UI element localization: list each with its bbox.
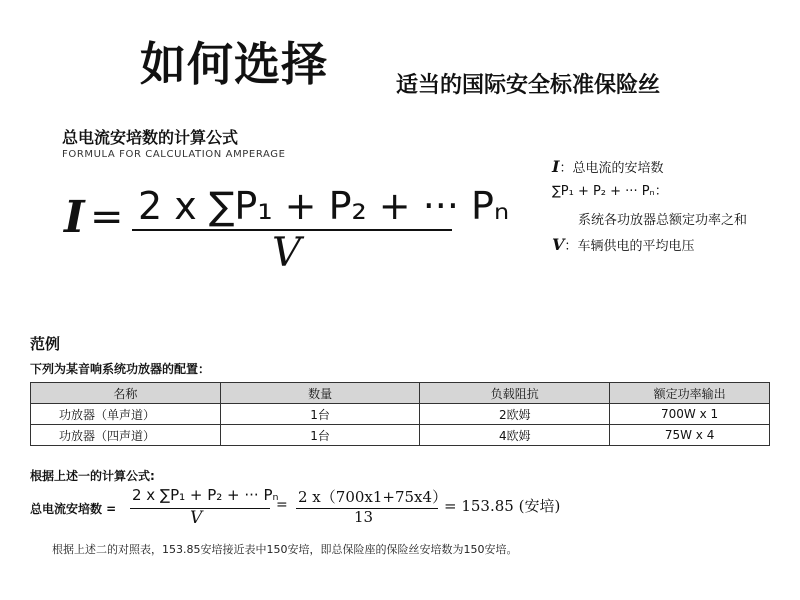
table-header-impedance: 负载阻抗	[420, 383, 610, 404]
table-header-name: 名称	[31, 383, 221, 404]
legend-sum	[552, 180, 668, 199]
calculation-note: 根据上述二的对照表，153.85安培接近表中150安培，即总保险座的保险丝安培数为150安培。	[52, 543, 518, 556]
formula-numerator: 2 x ∑P₁ + P₂ + ··· Pₙ	[138, 184, 510, 228]
table-cell: 4欧姆	[420, 425, 610, 446]
calculation-fraction2-numerator: 2 x（700x1+75x4）	[298, 488, 448, 506]
legend-current-text: 总电流的安培数	[572, 161, 664, 176]
page-subtitle: 适当的国际安全标准保险丝	[396, 73, 661, 98]
table-header-rated-power: 额定功率输出	[610, 383, 770, 404]
table-row	[31, 404, 770, 425]
legend-sum-suffix: ：	[654, 184, 668, 199]
formula-equals: =	[90, 194, 124, 240]
table-cell: 功放器（单声道）	[31, 404, 221, 425]
legend-voltage-text: 车辆供电的平均电压	[577, 239, 695, 254]
calculation-equals: =	[276, 497, 288, 513]
formula-current-symbol: I	[64, 192, 85, 243]
calculation-fraction1-denominator: V	[190, 508, 203, 528]
table-header-quantity: 数量	[220, 383, 420, 404]
formula-heading: 总电流安培数的计算公式	[62, 128, 239, 147]
legend-current-symbol: I	[552, 157, 560, 176]
table-cell: 2欧姆	[420, 404, 610, 425]
legend-sum-symbol: ∑P₁ + P₂ + ··· Pₙ	[552, 184, 655, 199]
calculation-label: 总电流安培数 =	[30, 502, 117, 516]
example-table-caption: 下列为某音响系统功放器的配置：	[30, 362, 211, 376]
calculation-heading: 根据上述一的计算公式:	[30, 469, 155, 483]
calculation-fraction1-numerator: 2 x ∑P₁ + P₂ + ··· Pₙ	[132, 486, 279, 504]
table-cell: 1台	[220, 404, 420, 425]
page-title: 如何选择	[140, 37, 328, 91]
table-row	[31, 425, 770, 446]
table-cell: 1台	[220, 425, 420, 446]
table-cell: 700W x 1	[610, 404, 770, 425]
formula-heading-en: FORMULA FOR CALCULATION AMPERAGE	[62, 149, 286, 160]
amplifier-config-table	[30, 382, 770, 446]
table-cell: 功放器（四声道）	[31, 425, 221, 446]
table-cell: 75W x 4	[610, 425, 770, 446]
formula-denominator: V	[272, 230, 301, 276]
legend-voltage	[552, 235, 694, 254]
example-section-title: 范例	[30, 335, 61, 353]
calculation-result: = 153.85 (安培)	[444, 497, 561, 515]
legend-colon: ：	[559, 161, 573, 176]
calculation-fraction2-denominator: 13	[354, 508, 374, 526]
legend-voltage-symbol: V	[552, 235, 565, 254]
table-header-row	[31, 383, 770, 404]
legend-current	[552, 157, 664, 176]
legend-colon: ：	[564, 239, 578, 254]
legend-sum-text: 系统各功放器总额定功率之和	[578, 213, 748, 228]
